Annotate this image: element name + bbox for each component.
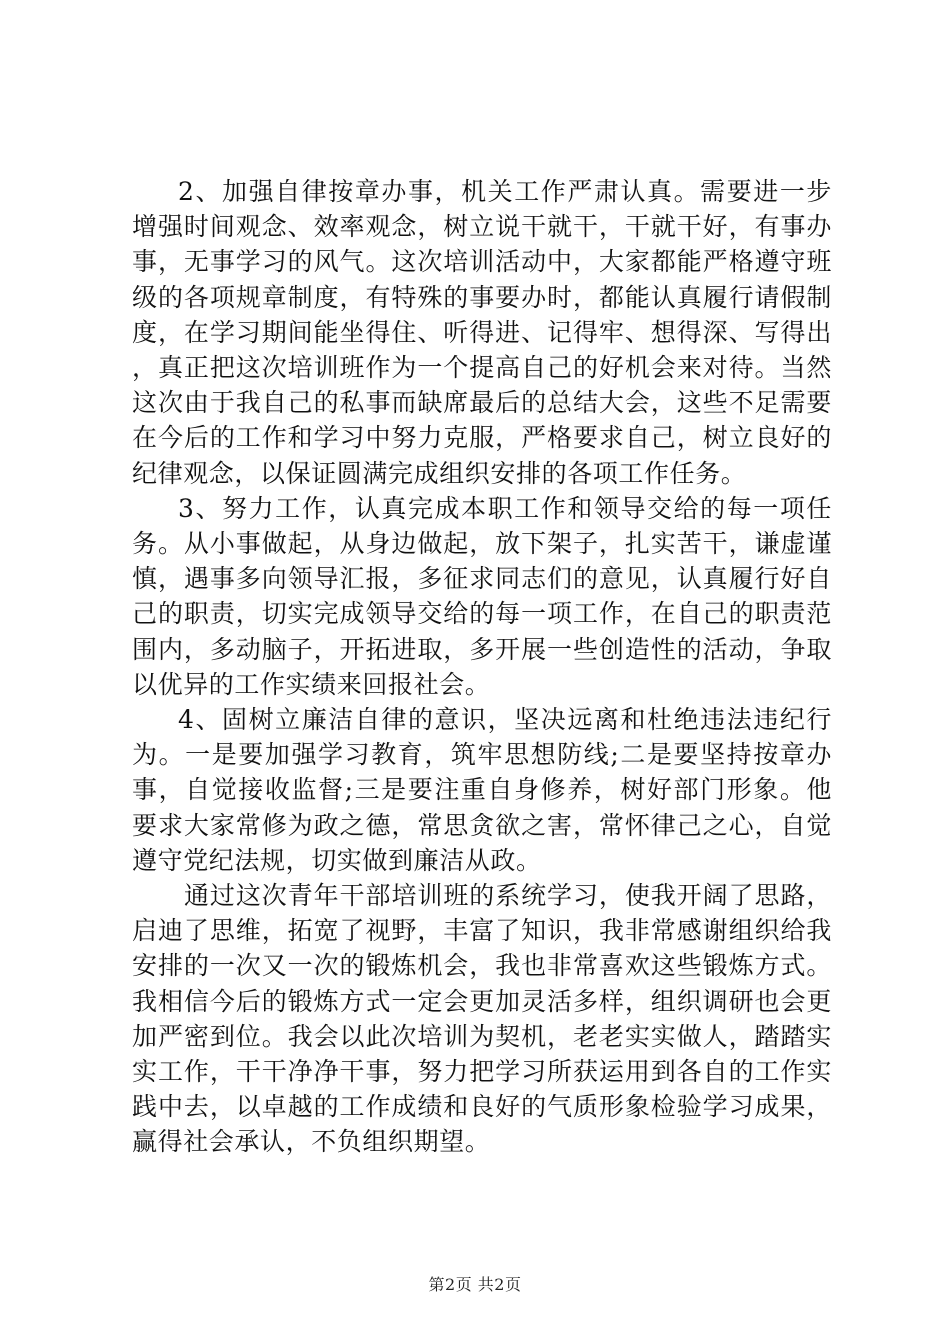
paragraph-conclusion: 通过这次青年干部培训班的系统学习，使我开阔了思路，启迪了思维，拓宽了视野，丰富了知识，我非常感谢组织给我安排的一次又一次的锻炼机会，我也非常喜欢这些锻炼方式。我相信今后的锻炼方式一定会更加灵活多样，组织调研也会更加严密到位。我会以此次培训为契机，老老实实做人，踏踏实实工作，干干净净干事，努力把学习所获运用到各自的工作实践中去，以卓越的工作成绩和良好的气质形象检验学习成果，赢得社会承认，不负组织期望。 bbox=[132, 881, 832, 1157]
page-number-footer: 第2页 共2页 bbox=[428, 1275, 522, 1294]
paragraph-4: 4、固树立廉洁自律的意识，坚决远离和杜绝违法违纪行为。一是要加强学习教育，筑牢思想防线;二是要坚持按章办事，自觉接收监督;三是要注重自身修养，树好部门形象。他要求大家常修为政之德，常思贪欲之害，常怀律己之心，自觉遵守党纪法规，切实做到廉洁从政。 bbox=[132, 705, 832, 875]
document-body bbox=[132, 174, 832, 1160]
paragraph-2: 2、加强自律按章办事，机关工作严肃认真。需要进一步增强时间观念、效率观念，树立说干就干，干就干好，有事办事，无事学习的风气。这次培训活动中，大家都能严格遵守班级的各项规章制度，有特殊的事要办时，都能认真履行请假制度，在学习期间能坐得住、听得进、记得牢、想得深、写得出，真正把这次培训班作为一个提高自己的好机会来对待。当然这次由于我自己的私事而缺席最后的总结大会，这些不足需要在今后的工作和学习中努力克服，严格要求自己，树立良好的纪律观念，以保证圆满完成组织安排的各项工作任务。 bbox=[132, 177, 832, 488]
paragraph-3: 3、努力工作，认真完成本职工作和领导交给的每一项任务。从小事做起，从身边做起，放下架子，扎实苦干，谦虚谨慎，遇事多向领导汇报，多征求同志们的意见，认真履行好自己的职责，切实完成领导交给的每一项工作，在自己的职责范围内，多动脑子，开拓进取，多开展一些创造性的活动，争取以优异的工作实绩来回报社会。 bbox=[132, 493, 832, 699]
